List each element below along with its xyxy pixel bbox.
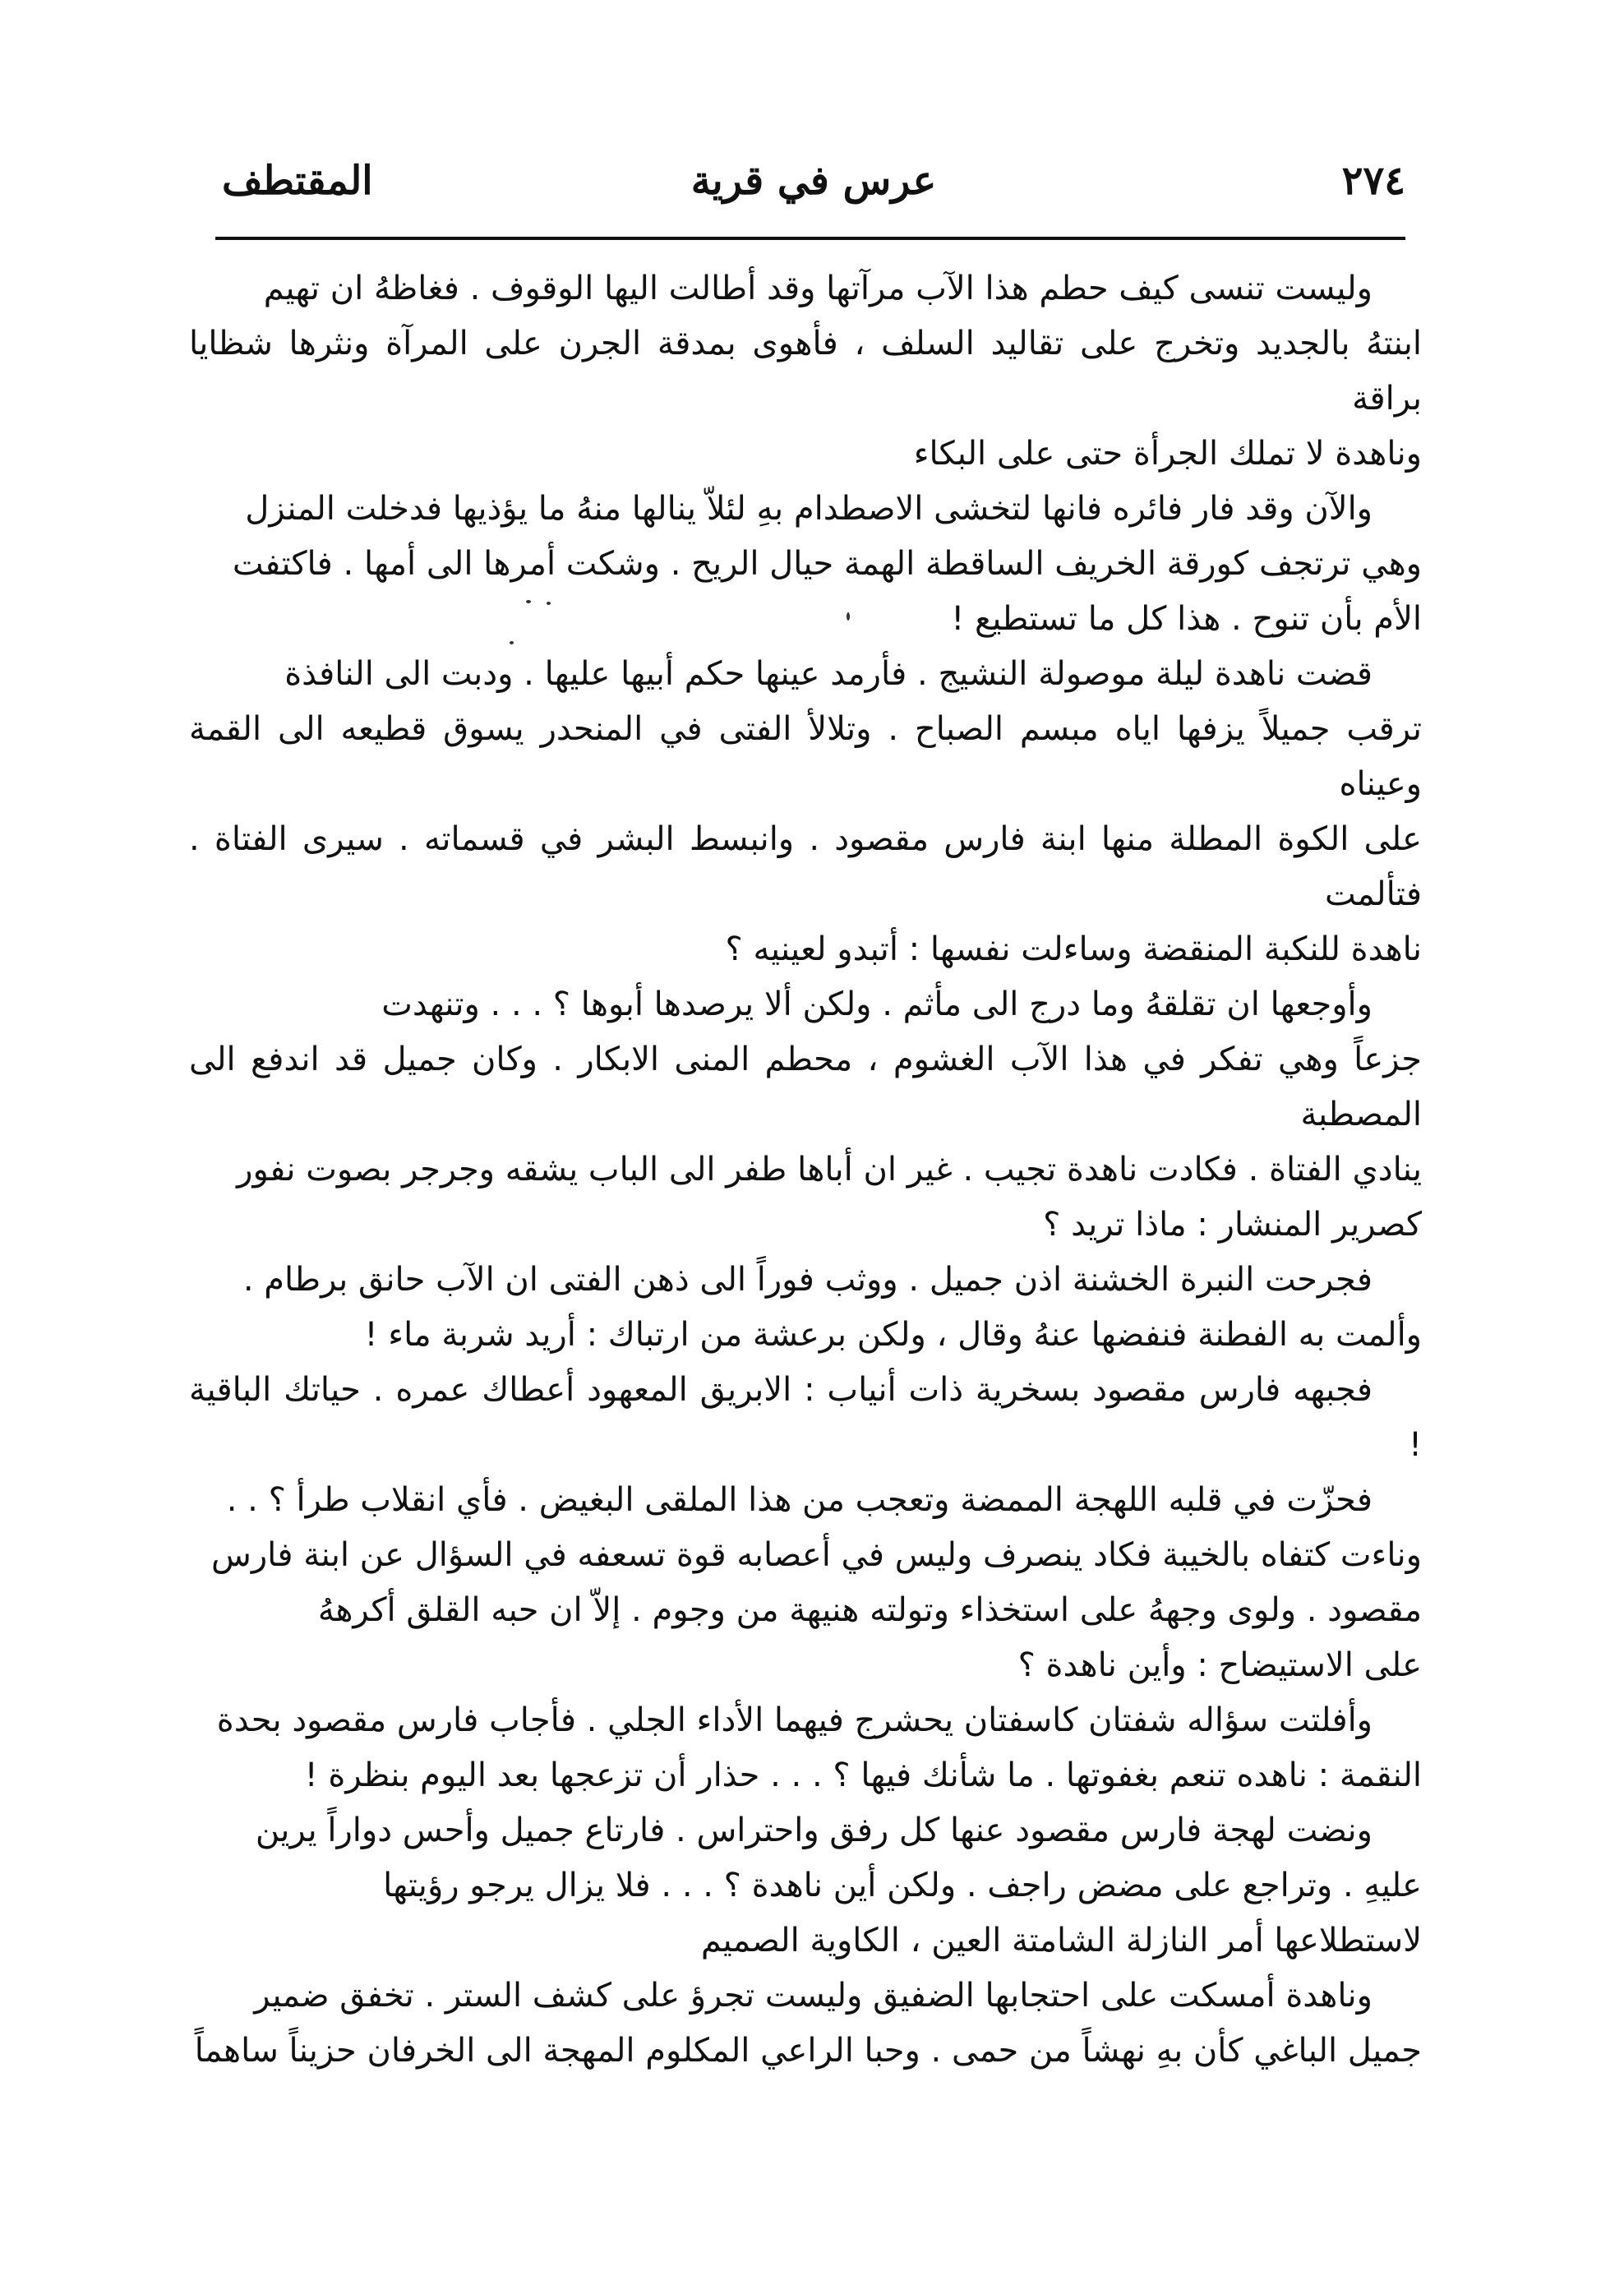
- paragraph: ونضت لهجة فارس مقصود عنها كل رفق واحتراس . فارتاع جميل وأحس دواراً يرين عليهِ . وتراجع على مضض راجف . ولكن أين ناهدة ؟ . . . فلا يزال يرجو رؤيتها لاستطلاعها أمر النازلة الشامتة العين ، الكاوية الصميم: [255, 1812, 1422, 1959]
- paragraph: وليست تنسى كيف حطم هذا الآب مرآتها وقد أطالت اليها الوقوف . فغاظهُ ان تهيم ابنتهُ بالجديد وتخرج على تقاليد السلف ، فأهوى بمدقة الجرن على المرآة ونثرها شظايا براقة وناهدة لا تملك الجرأة حتى على البكاء: [189, 270, 1422, 473]
- scan-speck: [847, 612, 850, 621]
- scan-speck: [547, 602, 551, 605]
- scan-speck: [510, 641, 514, 644]
- page-header: [222, 148, 1405, 214]
- paragraph: قضت ناهدة ليلة موصولة النشيج . فأرمد عينها حكم أبيها عليها . ودبت الى النافذة ترقب جميلاً يزفها اياه مبسم الصباح . وتلالأ الفتى في المنحدر يسوق قطيعه الى القمة وعيناه على الكوة المطلة منها ابنة فارس مقصود . وانبسط البشر في قسماته . سيرى الفتاة . فتألمت ناهدة للنكبة المنقضة وساءلت نفسها : أتبدو لعينيه ؟: [189, 655, 1422, 968]
- scan-speck: [526, 600, 531, 603]
- paragraph: وناهدة أمسكت على احتجابها الضفيق وليست تجرؤ على كشف الستر . تخفق ضمير جميل الباغي كأن بهِ نهشاً من حمى . وحبا الراعي المكلوم المهجة الى الخرفان حزيناً ساهماً: [194, 1977, 1422, 2070]
- paragraph: فجبهه فارس مقصود بسخرية ذات أنياب : الابريق المعهود أعطاك عمره . حياتك الباقية !: [189, 1371, 1422, 1464]
- article-title: عرس في قرية: [690, 158, 937, 204]
- article-body: [189, 261, 1422, 2079]
- journal-name: المقتطف: [222, 158, 373, 204]
- paragraph: وأوجعها ان تقلقهُ وما درج الى مأثم . ولكن ألا يرصدها أبوها ؟ . . . وتنهدت جزعاً وهي تفكر في هذا الآب الغشوم ، محطم المنى الابكار . وكان جميل قد اندفع الى المصطبة ينادي الفتاة . فكادت ناهدة تجيب . غير ان أباها طفر الى الباب يشقه وجرجر بصوت نفور كصرير المنشار : ماذا تريد ؟: [189, 985, 1422, 1244]
- page-number: ٢٧٤: [1341, 158, 1405, 204]
- paragraph: والآن وقد فار فائره فانها لتخشى الاصطدام بهِ لئلاّ ينالها منهُ ما يؤذيها فدخلت المنزل وهي ترتجف كورقة الخريف الساقطة الهمة حيال الريح . وشكت أمرها الى أمها . فاكتفت الأم بأن تنوح . هذا كل ما تستطيع !: [232, 490, 1422, 638]
- paragraph: فجرحت النبرة الخشنة اذن جميل . ووثب فوراً الى ذهن الفتى ان الآب حانق برطام . وألمت به الفطنة فنفضها عنهُ وقال ، ولكن برعشة من ارتباك : أريد شربة ماء !: [242, 1261, 1422, 1354]
- paragraph: فحزّت في قلبه اللهجة الممضة وتعجب من هذا الملقى البغيض . فأي انقلاب طرأ ؟ . . وناءت كتفاه بالخيبة فكاد ينصرف وليس في أعصابه قوة تسعفه في السؤال عن ابنة فارس مقصود . ولوى وجههُ على استخذاء وتولته هنيهة من وجوم . إلاّ ان حبه القلق أكرههُ على الاستيضاح : وأين ناهدة ؟: [211, 1481, 1422, 1684]
- paragraph: وأفلتت سؤاله شفتان كاسفتان يحشرج فيهما الأداء الجلي . فأجاب فارس مقصود بحدة النقمة : ناهده تنعم بغفوتها . ما شأنك فيها ؟ . . . حذار أن تزعجها بعد اليوم بنظرة !: [216, 1701, 1422, 1794]
- header-rule: [215, 237, 1405, 240]
